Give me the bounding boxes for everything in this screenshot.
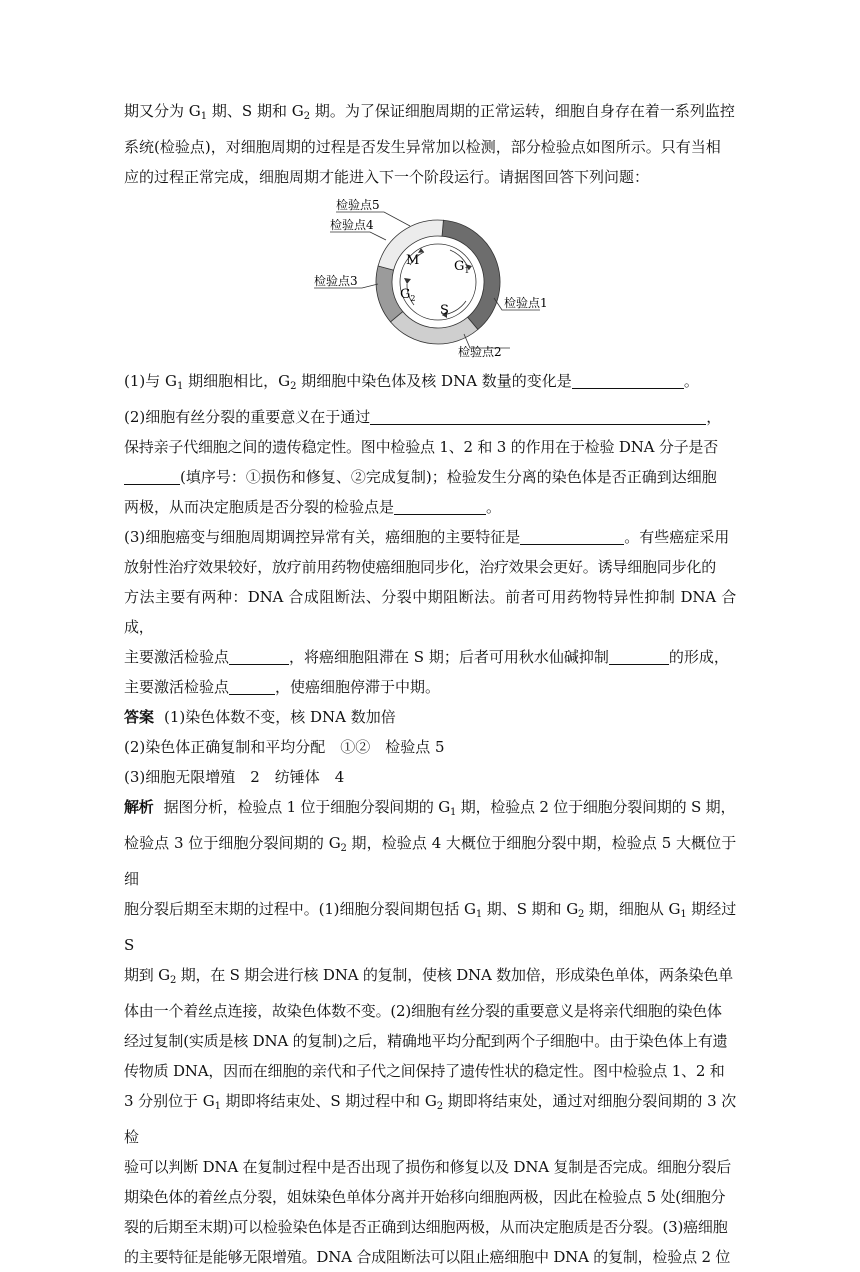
cell-cycle-diagram: [124, 198, 736, 358]
question-2-line-3: (填序号：①损伤和修复、②完成复制)；检验发生分离的染色体是否正确到达细胞: [124, 462, 736, 492]
analysis-line-4: 期到 $G_2$ 期，在 S 期会进行核 DNA 的复制，使核 DNA 数加倍，形成染色单体，两条染色单: [124, 966, 733, 986]
cell-cycle-figure: [124, 198, 736, 358]
question-1: (1)与 $G_1$ 期细胞相比，$G_2$ 期细胞中染色体及核 DNA 数量的变化是 。: [124, 372, 699, 392]
answer-line-1: 答案 (1)染色体数不变，核 DNA 数加倍: [124, 708, 396, 726]
answer-blank[interactable]: [572, 370, 684, 389]
answer-blank[interactable]: [124, 466, 180, 485]
question-3-line-1: (3)细胞癌变与细胞周期调控异常有关，癌细胞的主要特征是 。有些癌症采用: [124, 528, 730, 546]
g2-arc: [376, 266, 403, 322]
analysis-line-8: 3 分别位于 $G_1$ 期即将结束处、S 期过程中和 $G_2$ 期即将结束处，通过对细胞分裂间期的 3 次检: [124, 1092, 736, 1146]
analysis-tag: 解析: [124, 798, 154, 816]
checkpoint-5-label: 检验点5: [336, 198, 380, 212]
answer-blank[interactable]: [520, 526, 624, 545]
analysis-line-2: 检验点 3 位于细胞分裂间期的 $G_2$ 期，检验点 4 大概位于细胞分裂中期，检验点 5 大概位于细: [124, 834, 736, 888]
question-3-line-2: 放射性治疗效果较好，放疗前用药物使癌细胞同步化，治疗效果会更好。诱导细胞同步化的: [124, 558, 717, 576]
analysis-line-12: 的主要特征是能够无限增殖。DNA 合成阻断法可以阻止癌细胞中 DNA 的复制，检验点 2 位: [124, 1248, 731, 1266]
analysis-line-6: 经过复制(实质是核 DNA 的复制)之后，精确地平均分配到两个子细胞中。由于染色体上有遗: [124, 1032, 728, 1050]
question-3-line-3: 方法主要有两种：DNA 合成阻断法、分裂中期阻断法。前者可用药物特异性抑制 DNA 合成，: [124, 588, 736, 636]
checkpoint-3-label: 检验点3: [314, 274, 358, 288]
phase-label-g1: $G_1$: [454, 259, 470, 275]
question-2-line-1: (2)细胞有丝分裂的重要意义在于通过 ，: [124, 408, 722, 426]
analysis-line-9: 验可以判断 DNA 在复制过程中是否出现了损伤和修复以及 DNA 复制是否完成。细胞分裂后: [124, 1158, 732, 1176]
analysis-line-3: 胞分裂后期至末期的过程中。(1)细胞分裂间期包括 $G_1$ 期、S 期和 $G_2$ 期，细胞从 $G_1$ 期经过 S: [124, 900, 737, 954]
answer-blank[interactable]: [229, 676, 275, 695]
document-page: [124, 96, 736, 1272]
question-3-line-5: 主要激活检验点 ，使癌细胞停滞于中期。: [124, 678, 441, 696]
checkpoint-4-label: 检验点4: [330, 218, 374, 232]
analysis-line-5: 体由一个着丝点连接，故染色体数不变。(2)细胞有丝分裂的重要意义是将亲代细胞的染色体: [124, 1002, 722, 1020]
question-3-line-4: 主要激活检验点 ，将癌细胞阻滞在 S 期；后者可用秋水仙碱抑制 的形成，: [124, 648, 729, 666]
intro-line-2: 系统(检验点)，对细胞周期的过程是否发生异常加以检测，部分检验点如图所示。只有当相: [124, 138, 721, 156]
intro-line-1: 期又分为 $G_1$ 期、S 期和 $G_2$ 期。为了保证细胞周期的正常运转，细胞自身存在着一系列监控: [124, 102, 735, 122]
question-2-line-2: 保持亲子代细胞之间的遗传稳定性。图中检验点 1、2 和 3 的作用在于检验 DNA 分子是否: [124, 438, 719, 456]
answer-tag: 答案: [124, 708, 155, 726]
answer-blank[interactable]: [229, 646, 289, 665]
analysis-line-1: 解析 据图分析，检验点 1 位于细胞分裂间期的 $G_1$ 期，检验点 2 位于细胞分裂间期的 S 期，: [124, 798, 736, 818]
question-2-line-4: 两极，从而决定胞质是否分裂的检验点是 。: [124, 498, 502, 516]
checkpoint-2-label: 检验点2: [458, 345, 502, 358]
answer-blank[interactable]: [370, 406, 706, 425]
answer-blank[interactable]: [394, 496, 486, 515]
analysis-line-11: 裂的后期至末期)可以检验染色体是否正确到达细胞两极，从而决定胞质是否分裂。(3)癌细胞: [124, 1218, 728, 1236]
analysis-line-10: 期染色体的着丝点分裂，姐妹染色单体分离并开始移向细胞两极，因此在检验点 5 处(细胞分: [124, 1188, 726, 1206]
answer-line-2: (2)染色体正确复制和平均分配 ①② 检验点 5: [124, 738, 445, 756]
intro-line-3: 应的过程正常完成，细胞周期才能进入下一个阶段运行。请据图回答下列问题：: [124, 168, 650, 186]
phase-label-s: S: [440, 303, 449, 318]
answer-blank[interactable]: [609, 646, 669, 665]
answer-line-3: (3)细胞无限增殖 2 纺锤体 4: [124, 768, 345, 786]
phase-label-m: M: [406, 253, 420, 268]
phase-label-g2: $G_2$: [400, 287, 416, 303]
analysis-line-7: 传物质 DNA，因而在细胞的亲代和子代之间保持了遗传性状的稳定性。图中检验点 1、2 和: [124, 1062, 725, 1080]
checkpoint-1-label: 检验点1: [504, 296, 548, 310]
